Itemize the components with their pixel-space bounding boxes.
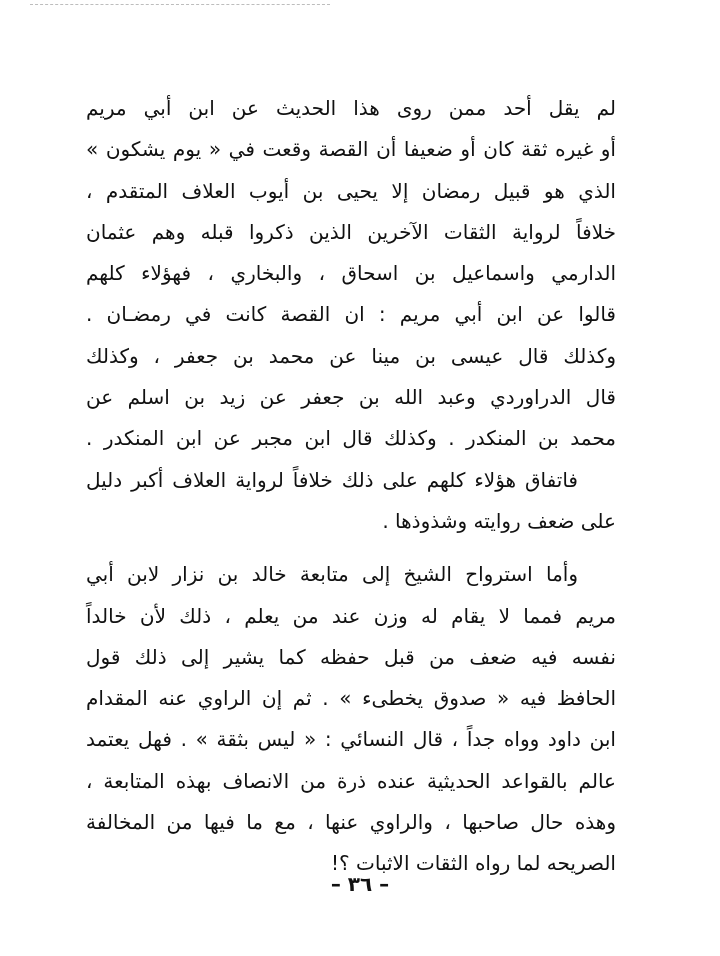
text-line: قال الدراوردي وعبد الله بن جعفر عن زيد بن اسلم عن — [86, 385, 616, 410]
text-line: الحافظ فيه « صدوق يخطىء » . ثم إن الراوي عنه المقدام — [86, 686, 616, 711]
text-line: لم يقل أحد ممن روى هذا الحديث عن ابن أبي مريم — [86, 96, 616, 120]
paragraph-2 — [86, 460, 616, 543]
scan-edge-mark — [30, 4, 330, 5]
paragraph-gap — [86, 542, 616, 554]
text-line: وأما استرواح الشيخ إلى متابعة خالد بن نزار لابن أبي — [86, 562, 578, 587]
text-line: الذي هو قبيل رمضان إلا يحيى بن أيوب العلاف المتقدم ، — [86, 178, 616, 203]
text-line: محمد بن المنكدر . وكذلك قال ابن مجبر عن ابن المنكدر . — [86, 426, 616, 451]
text-line: الدارمي واسماعيل بن اسحاق ، والبخاري ، فهؤلاء كلهم — [86, 261, 616, 286]
text-line: ابن داود وواه جداً ، قال النسائي : « ليس بثقة » . فهل يعتمد — [86, 727, 616, 752]
text-line: على ضعف روايته وشذوذها . — [382, 508, 616, 533]
page-number: – ٣٦ – — [330, 872, 390, 896]
text-line: خلافاً لرواية الثقات الآخرين الذين ذكروا قبله وهم عثمان — [86, 219, 616, 244]
text-line: وكذلك قال عيسى بن مينا عن محمد بن جعفر ، وكذلك — [86, 343, 616, 368]
text-line: قالوا عن ابن أبي مريم : ان القصة كانت في رمضـان . — [86, 302, 616, 327]
text-line: فاتفاق هؤلاء كلهم على ذلك خلافاً لرواية العلاف أكبر دليل — [86, 467, 578, 492]
page-body — [86, 88, 616, 885]
paragraph-3 — [86, 554, 616, 884]
text-line: الصريحه لما رواه الثقات الاثبات ؟! — [331, 851, 616, 876]
text-line: عالم بالقواعد الحديثية عنده ذرة من الانصاف بهذه المتابعة ، — [86, 768, 616, 793]
text-line: وهذه حال صاحبها ، والراوي عنها ، مع ما فيها من المخالفة — [86, 810, 616, 835]
text-line: مريم فمما لا يقام له وزن عند من يعلم ، ذلك لأن خالداً — [86, 603, 616, 628]
page-footer — [0, 872, 720, 896]
paragraph-1 — [86, 88, 616, 460]
text-line: نفسه فيه ضعف من قبل حفظه كما يشير إلى ذلك قول — [86, 644, 616, 669]
text-line: أو غيره ثقة كان أو ضعيفا أن القصة وقعت في « يوم يشكون » — [86, 137, 616, 162]
